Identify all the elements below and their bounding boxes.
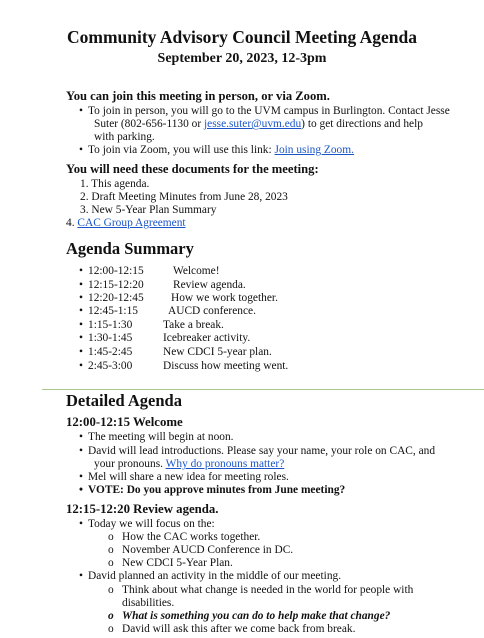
document-item-4-number: 4. — [66, 217, 78, 229]
summary-text: Take a break. — [163, 319, 224, 331]
document-item-2: 2. Draft Meeting Minutes from June 28, 2023 — [80, 191, 288, 203]
summary-time: 12:15-12:20 — [88, 279, 144, 291]
pronouns-link[interactable]: Why do pronouns matter? — [165, 458, 285, 470]
review-sub-6: o David will ask this after we come back from break. — [122, 623, 355, 636]
review-bullet-2: • David planned an activity in the middle of our meeting. — [88, 570, 341, 583]
summary-item — [88, 265, 220, 278]
review-sub-3: o New CDCI 5-Year Plan. — [122, 557, 233, 570]
document-item-3: 3. New 5-Year Plan Summary — [80, 204, 217, 216]
welcome-bullet-2-cont — [94, 458, 284, 471]
documents-heading: You will need these documents for the meeting: — [66, 162, 319, 176]
welcome-bullet-2: • David will lead introductions. Please say your name, your role on CAC, and — [88, 445, 435, 458]
join-inperson-line-3: with parking. — [94, 131, 155, 143]
join-inperson-text: Suter (802-656-1130 or — [94, 118, 204, 130]
summary-text: How we work together. — [171, 292, 278, 304]
summary-text: Discuss how meeting went. — [163, 360, 289, 372]
vote-bullet: • VOTE: Do you approve minutes from June meeting? — [88, 484, 345, 497]
summary-item — [88, 292, 278, 305]
summary-text: Welcome! — [173, 265, 220, 277]
summary-item — [88, 332, 251, 345]
meeting-date: September 20, 2023, 12-3pm — [157, 51, 327, 66]
join-inperson-text-end: ) to get directions and help — [301, 118, 423, 130]
review-sub-4-cont: disabilities. — [122, 597, 175, 609]
summary-time: 12:45-1:15 — [88, 305, 138, 317]
section-divider — [42, 389, 484, 390]
agenda-summary-heading: Agenda Summary — [66, 239, 194, 258]
review-sub-1: o How the CAC works together. — [122, 531, 260, 544]
join-zoom-line — [88, 144, 354, 157]
summary-item — [88, 319, 224, 332]
review-sub-4: o Think about what change is needed in the world for people with — [122, 584, 413, 597]
document-item-4 — [66, 217, 186, 230]
review-bullet-1: • Today we will focus on the: — [88, 518, 215, 531]
welcome-bullet-3: • Mel will share a new idea for meeting roles. — [88, 471, 289, 484]
review-sub-5: o What is something you can do to help make that change? — [122, 610, 390, 623]
join-inperson-line-2 — [94, 118, 423, 131]
summary-text: Icebreaker activity. — [163, 332, 251, 344]
welcome-bullet-1: • The meeting will begin at noon. — [88, 431, 234, 444]
summary-time: 12:00-12:15 — [88, 265, 144, 277]
page-title: Community Advisory Council Meeting Agenda — [66, 27, 418, 47]
summary-text: Review agenda. — [173, 279, 246, 291]
join-zoom-text: To join via Zoom, you will use this link: — [88, 144, 275, 156]
email-link[interactable]: jesse.suter@uvm.edu — [204, 118, 302, 130]
summary-item — [88, 360, 289, 373]
summary-item — [88, 305, 256, 318]
join-heading: You can join this meeting in person, or via Zoom. — [66, 89, 330, 103]
group-agreement-link[interactable]: CAC Group Agreement — [77, 217, 186, 229]
welcome-bullet-2-text: your pronouns. — [94, 458, 166, 470]
summary-time: 2:45-3:00 — [88, 360, 133, 372]
zoom-link[interactable]: Join using Zoom. — [274, 144, 354, 156]
summary-item — [88, 279, 246, 292]
summary-time: 1:15-1:30 — [88, 319, 133, 331]
review-heading: 12:15-12:20 Review agenda. — [66, 502, 219, 516]
detailed-agenda-heading: Detailed Agenda — [66, 391, 182, 410]
summary-text: AUCD conference. — [168, 305, 256, 317]
document-item-1: 1. This agenda. — [80, 178, 150, 190]
summary-time: 12:20-12:45 — [88, 292, 144, 304]
summary-time: 1:45-2:45 — [88, 346, 133, 358]
review-sub-2: o November AUCD Conference in DC. — [122, 544, 293, 557]
summary-item — [88, 346, 272, 359]
join-inperson-line-1: • To join in person, you will go to the UVM campus in Burlington. Contact Jesse — [88, 105, 450, 118]
summary-text: New CDCI 5-year plan. — [163, 346, 272, 358]
welcome-heading: 12:00-12:15 Welcome — [66, 415, 183, 429]
summary-time: 1:30-1:45 — [88, 332, 133, 344]
